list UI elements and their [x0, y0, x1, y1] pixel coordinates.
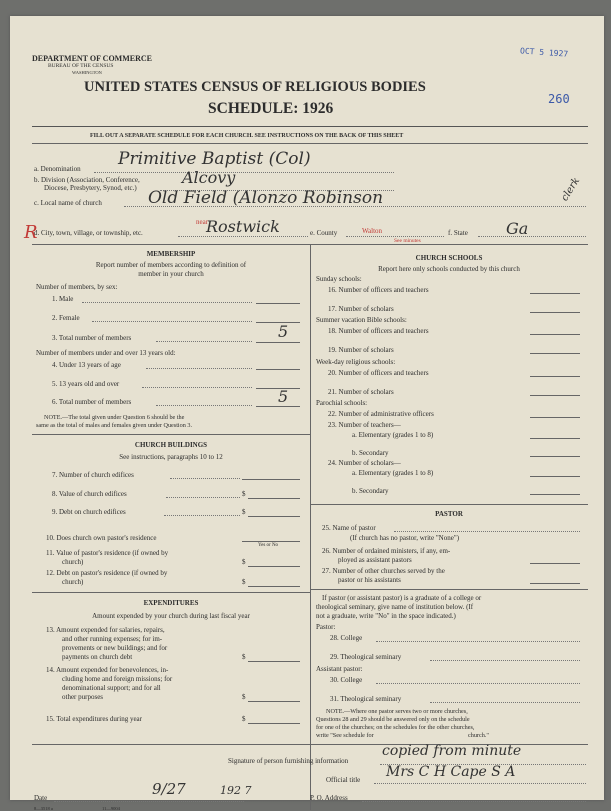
q24-label: 24. Number of scholars—: [328, 459, 401, 467]
county-value: Walton: [362, 227, 383, 235]
buildings-title: CHURCH BUILDINGS: [134, 441, 208, 449]
q28-label: 28. College: [330, 634, 363, 642]
under-13-label: 4. Under 13 years of age: [52, 361, 121, 369]
official-title-label: Official title: [326, 776, 361, 784]
pastor-title: PASTOR: [435, 510, 463, 518]
q20-label: 20. Number of officers and teachers: [328, 369, 429, 377]
benevolences-line-1: 14. Amount expended for benevolences, in-: [46, 666, 169, 674]
by-sex-heading: Number of members, by sex:: [36, 283, 118, 291]
church-name-label: c. Local name of church: [34, 199, 102, 207]
pastor-note-1: NOTE.—Where one pastor serves two or more churches,: [326, 708, 468, 715]
q22-label: 22. Number of administrative officers: [328, 410, 434, 418]
membership-title: MEMBERSHIP: [146, 250, 196, 258]
summer-schools-heading: Summer vacation Bible schools:: [316, 316, 407, 324]
edifices-value-label: 8. Value of church edifices: [52, 490, 127, 498]
over-13-label: 5. 13 years old and over: [52, 380, 120, 388]
pastor-note-2: Questions 28 and 29 should be answered only on the schedule: [316, 716, 470, 723]
edifices-debt-dollar: $: [242, 508, 246, 516]
graduate-instruction-1: If pastor (or assistant pastor) is a graduate of a college or: [322, 594, 482, 602]
running-expenses-dollar: $: [242, 653, 246, 661]
yes-or-no-hint: Yes or No: [258, 543, 279, 548]
q30-label: 30. College: [330, 676, 363, 684]
sunday-schools-heading: Sunday schools:: [316, 275, 362, 283]
denomination-label: a. Denomination: [34, 165, 81, 173]
edifices-count-label: 7. Number of church edifices: [52, 471, 134, 479]
q24a-label: a. Elementary (grades 1 to 8): [352, 469, 434, 477]
denomination-value: Primitive Baptist (Col): [118, 149, 311, 169]
benevolences-line-3: denominational support; and for all: [62, 684, 161, 692]
po-address-label: P. O. Address: [310, 794, 348, 802]
running-expenses-line-4: payments on church debt: [62, 653, 133, 661]
weekday-schools-heading: Week-day religious schools:: [316, 358, 396, 366]
state-label: f. State: [448, 229, 468, 237]
division-value: Alcovy: [182, 168, 236, 187]
running-expenses-line-2: and other running expenses; for im-: [62, 635, 163, 643]
q23a-label: a. Elementary (grades 1 to 8): [352, 431, 434, 439]
city-value: Rostwick: [206, 217, 280, 236]
city-label: d. City, town, village, or township, etc.: [34, 229, 143, 237]
q16-label: 16. Number of officers and teachers: [328, 286, 429, 294]
q27-label: 27. Number of other churches served by the: [322, 567, 445, 575]
clerk-note: clerk: [559, 175, 583, 204]
date-value: 9/27: [152, 780, 186, 798]
schools-title: CHURCH SCHOOLS: [415, 254, 483, 262]
fill-out-instruction: FILL OUT A SEPARATE SCHEDULE FOR EACH CHURCH. SEE INSTRUCTIONS ON THE BACK OF THIS SHEET: [90, 133, 404, 139]
date-label: Date: [34, 794, 48, 802]
membership-note: NOTE.—The total given under Question 6 should be the: [44, 414, 185, 421]
edifices-value-dollar: $: [242, 490, 246, 498]
q26-label-2: ployed as assistant pastors: [338, 556, 412, 564]
residence-value-label-2: church): [62, 558, 84, 566]
division-label-2: Diocese, Presbytery, Synod, etc.): [44, 184, 137, 192]
schedule-title: SCHEDULE: 1926: [208, 100, 334, 117]
residence-debt-label: 12. Debt on pastor's residence (if owned by: [46, 569, 168, 577]
pastor-note-4: write "See schedule for: [316, 732, 374, 739]
form-title: UNITED STATES CENSUS OF RELIGIOUS BODIES: [84, 79, 426, 95]
pastor-note-3: for one of the churches; on the schedules for the other churches,: [316, 724, 475, 731]
official-title-value: Mrs C H Cape S A: [386, 764, 516, 780]
q17-label: 17. Number of scholars: [328, 305, 394, 313]
pastor-subheading: Pastor:: [316, 623, 336, 631]
benevolences-dollar: $: [242, 693, 246, 701]
benevolences-line-2: cluding home and foreign missions; for: [62, 675, 173, 683]
q25-label: 25. Name of pastor: [322, 524, 376, 532]
q31-label: 31. Theological seminary: [330, 695, 402, 703]
running-expenses-line-3: provements or new buildings; and for: [62, 644, 168, 652]
running-expenses-line-1: 13. Amount expended for salaries, repairs,: [46, 626, 165, 634]
signature-label: Signature of person furnishing information: [228, 757, 349, 765]
q24b-label: b. Secondary: [352, 487, 389, 495]
census-schedule-sheet: [10, 16, 604, 811]
see-minutes-note: See minutes: [394, 238, 421, 244]
division-label: b. Division (Association, Conference,: [34, 176, 140, 184]
expenditures-title: EXPENDITURES: [143, 599, 199, 607]
membership-subtitle-2: member in your church: [138, 270, 204, 278]
signature-value: copied from minute: [382, 743, 522, 759]
year-value: 192 7: [220, 784, 252, 797]
church-name-value: Old Field (Alonzo Robinson: [148, 188, 384, 208]
city-heading: WASHINGTON: [72, 70, 102, 75]
residence-value-dollar: $: [242, 558, 246, 566]
department-heading: DEPARTMENT OF COMMERCE: [32, 54, 153, 63]
buildings-subtitle: See instructions, paragraphs 10 to 12: [119, 453, 223, 461]
residence-value-label: 11. Value of pastor's residence (if owned by: [46, 549, 169, 557]
schools-subtitle: Report here only schools conducted by this church: [378, 265, 520, 273]
assistant-subheading: Assistant pastor:: [316, 665, 363, 673]
q19-label: 19. Number of scholars: [328, 346, 394, 354]
bureau-heading: BUREAU OF THE CENSUS: [48, 63, 114, 69]
form-number-2: 11—9004: [102, 806, 120, 811]
female-label: 2. Female: [52, 314, 80, 322]
graduate-instruction-3: not a graduate, write "No" in the space indicated.): [316, 612, 456, 620]
state-value: Ga: [506, 219, 529, 238]
q25-note: (If church has no pastor, write "None"): [350, 534, 460, 542]
q27-label-2: pastor or his assistants: [338, 576, 401, 584]
edifices-debt-label: 9. Debt on church edifices: [52, 508, 126, 516]
q26-label: 26. Number of ordained ministers, if any, em-: [322, 547, 451, 555]
total-members-age-label: 6. Total number of members: [52, 398, 132, 406]
received-date-stamp: OCT 5 1927: [519, 46, 569, 59]
form-number: 8—3518 a: [34, 806, 53, 811]
benevolences-line-4: other purposes: [62, 693, 104, 701]
near-annotation: near: [196, 218, 209, 226]
residence-debt-label-2: church): [62, 578, 84, 586]
total-expenditures-label: 15. Total expenditures during year: [46, 715, 142, 723]
margin-mark: R: [24, 222, 38, 243]
total-members-label: 3. Total number of members: [52, 334, 132, 342]
total-members-age-value: 5: [278, 387, 289, 406]
male-label: 1. Male: [52, 295, 74, 303]
q23-label: 23. Number of teachers—: [328, 421, 401, 429]
q21-label: 21. Number of scholars: [328, 388, 394, 396]
total-expenditures-dollar: $: [242, 715, 246, 723]
residence-debt-dollar: $: [242, 578, 246, 586]
q29-label: 29. Theological seminary: [330, 653, 402, 661]
total-members-value: 5: [278, 322, 289, 341]
pastor-note-4b: church.": [468, 732, 489, 739]
schedule-number-stamp: 260: [548, 92, 570, 106]
county-label: e. County: [310, 229, 338, 237]
q23b-label: b. Secondary: [352, 449, 389, 457]
membership-note-2: same as the total of males and females given under Question 3.: [36, 422, 193, 429]
membership-subtitle: Report number of members according to definition of: [95, 261, 247, 269]
pastor-residence-label: 10. Does church own pastor's residence: [46, 534, 157, 542]
age-heading: Number of members under and over 13 years old:: [36, 349, 176, 357]
parochial-schools-heading: Parochial schools:: [316, 399, 368, 407]
expenditures-subtitle: Amount expended by your church during last fiscal year: [92, 612, 250, 620]
graduate-instruction-2: theological seminary, give name of institution below. (If: [316, 603, 474, 611]
q18-label: 18. Number of officers and teachers: [328, 327, 429, 335]
